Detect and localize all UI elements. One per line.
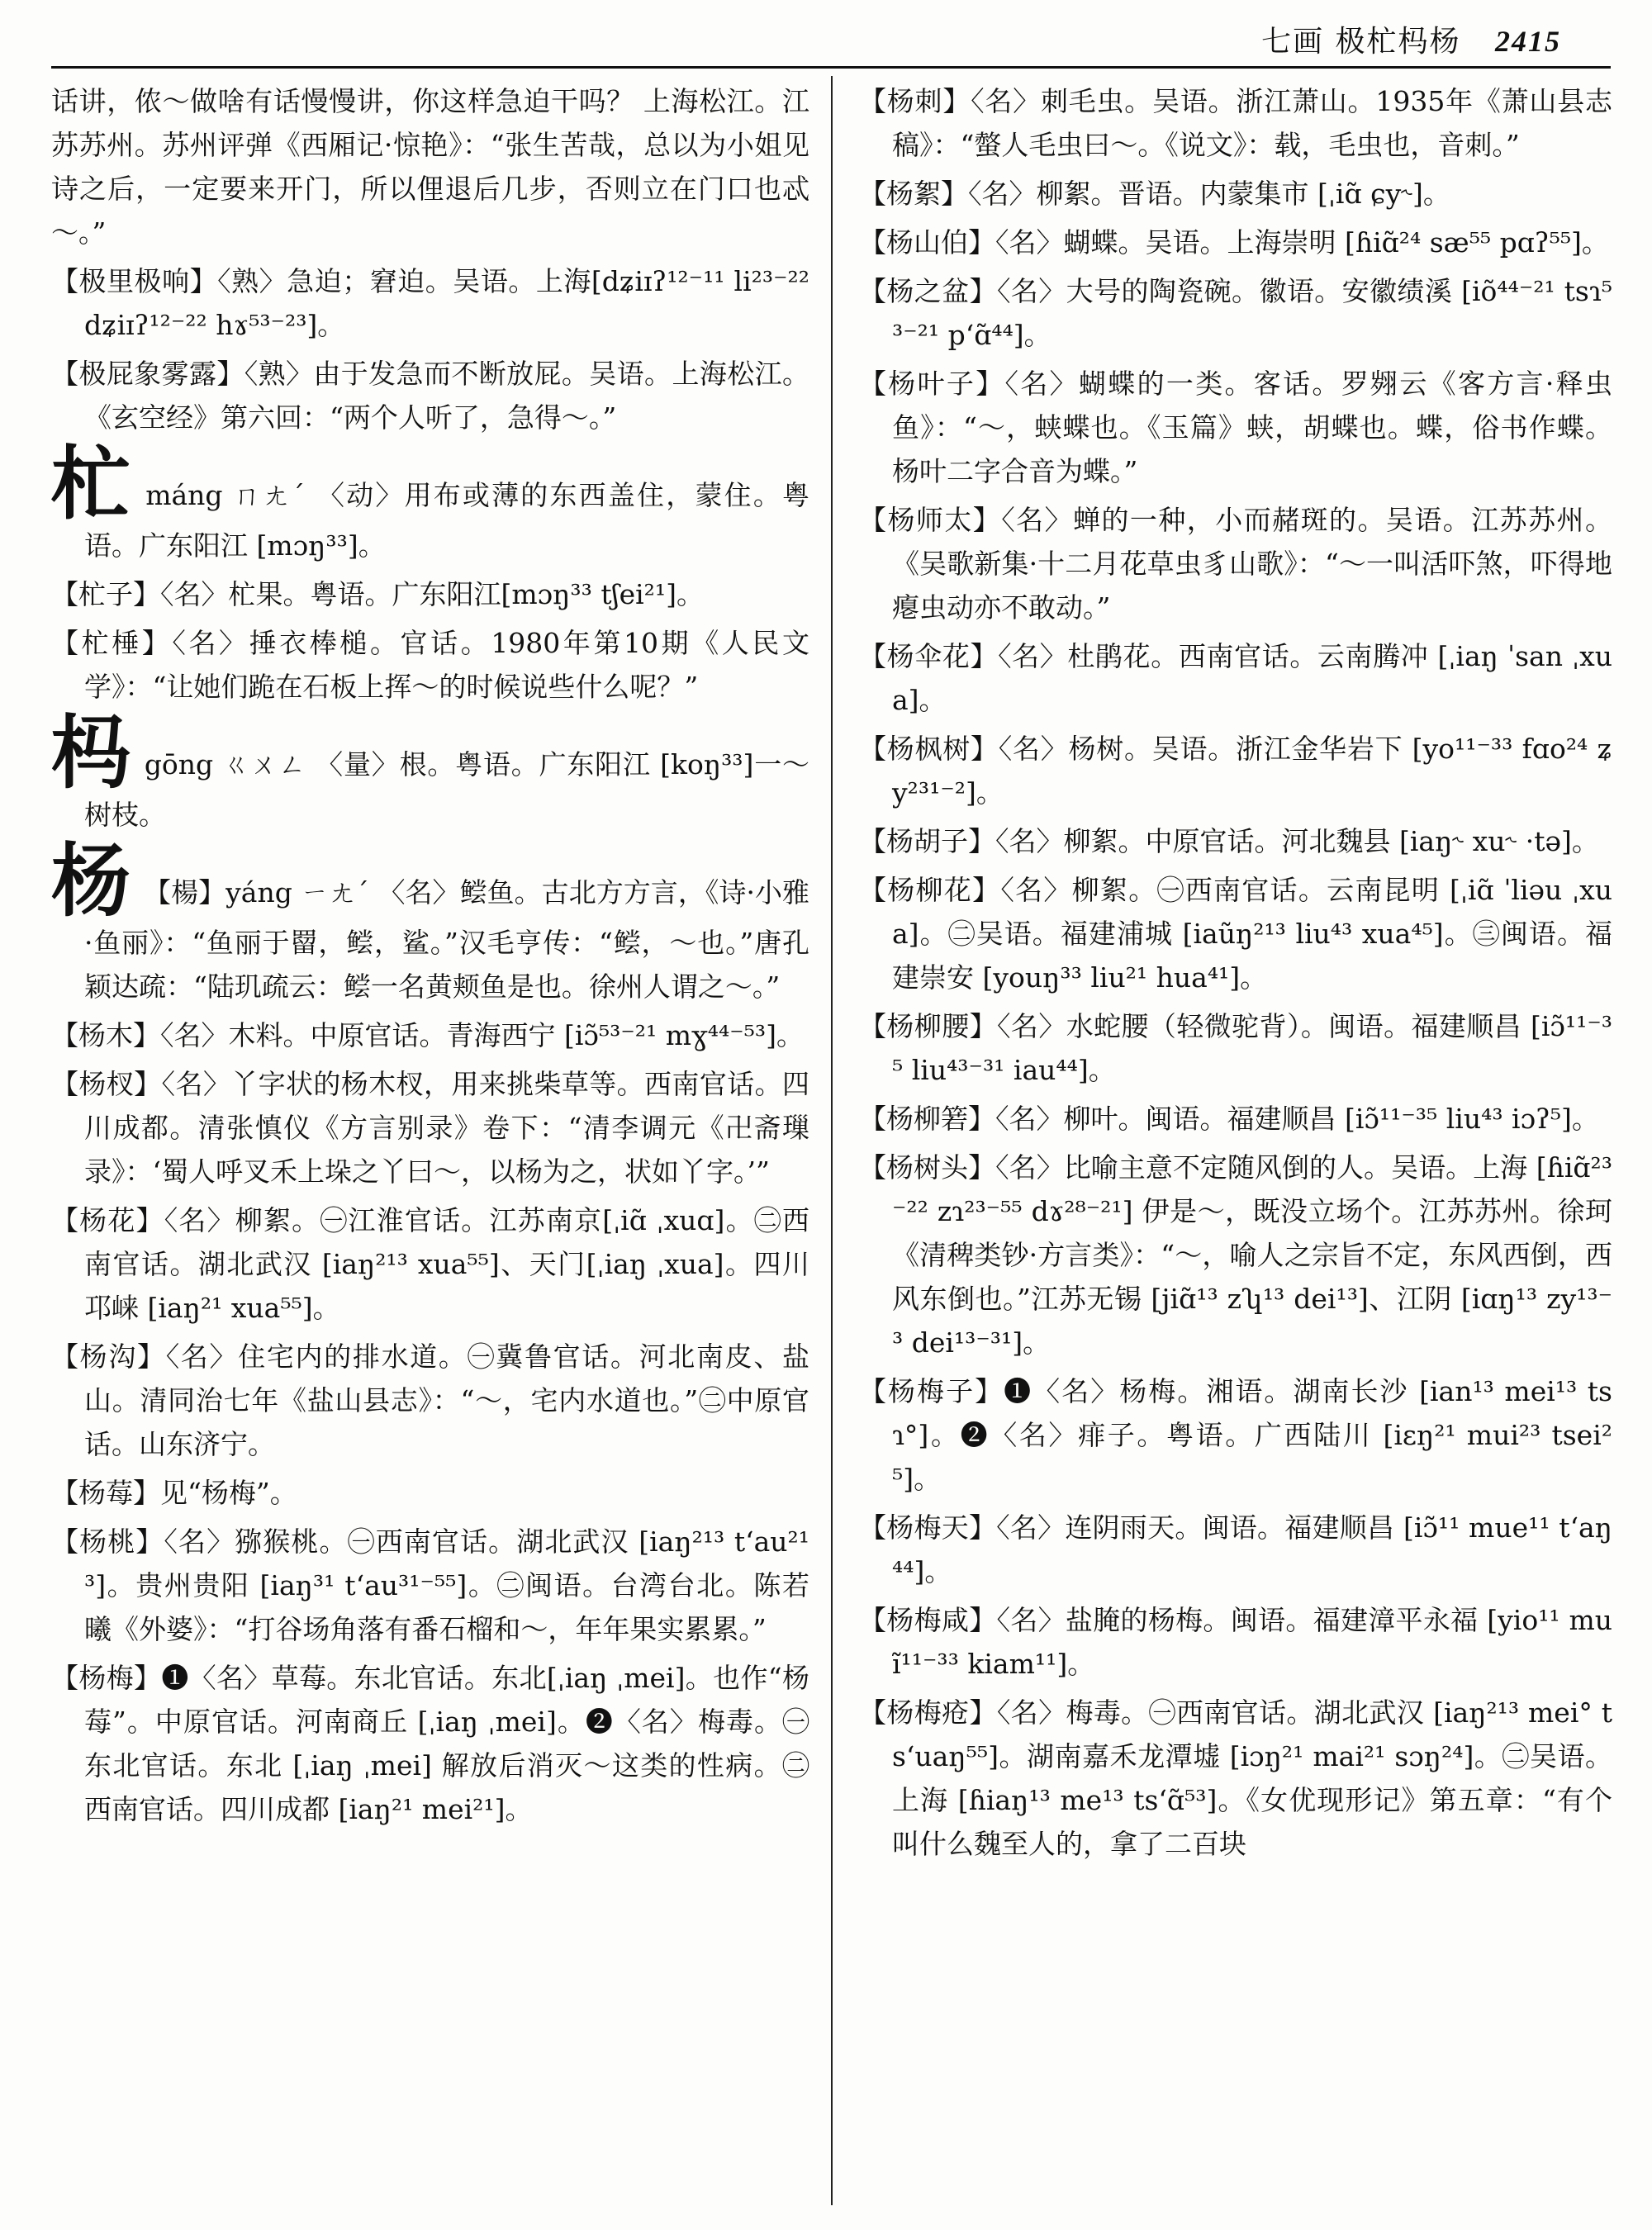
dictionary-entry xyxy=(859,868,1612,999)
dictionary-entry xyxy=(859,362,1612,493)
dictionary-entry xyxy=(859,1004,1612,1092)
dictionary-entry xyxy=(859,172,1612,216)
dictionary-entry xyxy=(859,1146,1612,1364)
entry-text: 【杧子】〈名〉杧果。粤语。广东阳江[mɔŋ³³ tʃei²¹]。 xyxy=(51,578,704,610)
entry-text: 【杨梅疮】〈名〉梅毒。㊀西南官话。湖北武汉 [iaŋ²¹³ mei° ts‘uaŋ⁵⁵]。湖南嘉禾龙潭墟 [iɔŋ²¹ mai²¹ sɔŋ²⁴]。㊁吴语。上海 [ɦiaŋ¹³ me¹³ ts‘ɑ̃⁵³]。《女优现形记》第五章：“有个叫什么魏至人的，拿了二百块 xyxy=(859,1696,1612,1860)
entry-text: 【杧棰】〈名〉捶衣棒槌。官话。1980年第10期《人民文学》：“让她们跪在石板上挥～的时候说些什么呢？” xyxy=(51,627,809,703)
dictionary-entry xyxy=(51,1062,809,1193)
dictionary-entry xyxy=(859,1097,1612,1141)
entry-text: 【杨沟】〈名〉住宅内的排水道。㊀冀鲁官话。河北南皮、盐山。清同治七年《盐山县志》：“～，宅内水道也。”㊁中原官话。山东济宁。 xyxy=(51,1340,809,1460)
dictionary-entry xyxy=(51,259,809,347)
entry-text: 话讲，侬～做啥有话慢慢讲，你这样急迫干吗？ 上海松江。江苏苏州。苏州评弹《西厢记·惊艳》：“张生苦哉，总以为小姐见诗之后，一定要来开门，所以俚退后几步，否则立在门口也忒～。” xyxy=(51,85,809,249)
dictionary-entry xyxy=(51,1013,809,1057)
dictionary-entry xyxy=(859,634,1612,722)
entry-text: 【杨柳花】〈名〉柳絮。㊀西南官话。云南昆明 [ˌiɑ̃ ˈliəu ˌxua]。㊁吴语。福建浦城 [iaũŋ²¹³ liu⁴³ xua⁴⁵]。㊂闽语。福建崇安 [youŋ³³ liu²¹ hua⁴¹]。 xyxy=(859,874,1612,994)
headword-character: 杩 xyxy=(51,706,131,799)
dictionary-entry xyxy=(859,498,1612,629)
entry-text: 【杨师太】〈名〉蝉的一种，小而赭斑的。吴语。江苏苏州。《吴歌新集·十二月花草虫豸山歌》：“～一叫活吓煞，吓得地瘪虫动亦不敢动。” xyxy=(859,504,1612,624)
entry-text: 【杨伞花】〈名〉杜鹃花。西南官话。云南腾冲 [ˌiaŋ ˈsan ˌxua]。 xyxy=(859,640,1612,716)
headword-character: 杨 xyxy=(51,834,131,928)
entry-text: 【杨木】〈名〉木料。中原官话。青海西宁 [iɔ̃⁵³⁻²¹ mɣ⁴⁴⁻⁵³]。 xyxy=(51,1019,804,1051)
entry-text: 【杨梅】❶〈名〉草莓。东北官话。东北[ˌiaŋ ˌmei]。也作“杨莓”。中原官话。河南商丘 [ˌiaŋ ˌmei]。❷〈名〉梅毒。㊀东北官话。东北 [ˌiaŋ ˌmei] 解放后消灭～这类的性病。㊁西南官话。四川成都 [iaŋ²¹ mei²¹]。 xyxy=(51,1662,809,1825)
dictionary-entry xyxy=(51,834,809,1008)
dictionary-entry xyxy=(51,1520,809,1651)
dictionary-entry xyxy=(51,1656,809,1831)
entry-text: 【杨桃】〈名〉猕猴桃。㊀西南官话。湖北武汉 [iaŋ²¹³ t‘au²¹³]。贵州贵阳 [iaŋ³¹ t‘au³¹⁻⁵⁵]。㊁闽语。台湾台北。陈若曦《外婆》：“打谷场角落有番石榴和～，年年果实累累。” xyxy=(51,1525,809,1645)
left-column xyxy=(51,79,809,2213)
entry-text: 【杨絮】〈名〉柳絮。晋语。内蒙集市 [ˌiɑ̃ ɕy˞]。 xyxy=(859,178,1450,210)
entry-text: 【杨叶子】〈名〉蝴蝶的一类。客话。罗翙云《客方言·释虫鱼》：“～，蛱蝶也。《玉篇》蛱，胡蝶也。蝶，俗书作蝶。杨叶二字合音为蝶。” xyxy=(859,368,1612,487)
entry-text: 【杨刺】〈名〉刺毛虫。吴语。浙江萧山。1935年《萧山县志稿》：“螫人毛虫曰～。《说文》：载，毛虫也，音刺。” xyxy=(859,85,1612,161)
entry-text: 【杨胡子】〈名〉柳絮。中原官话。河北魏县 [iaŋ˞ xu˞ ·tə]。 xyxy=(859,825,1599,857)
entry-text: gōng ㄍㄨㄥ 〈量〉根。粤语。广东阳江 [koŋ³³]一～树枝。 xyxy=(84,748,809,831)
entry-text: 【杨梅天】〈名〉连阴雨天。闽语。福建顺昌 [iɔ̃¹¹ mue¹¹ t‘aŋ⁴⁴]。 xyxy=(859,1511,1612,1587)
header-title: 七画 极杧杩杨 xyxy=(1261,25,1461,59)
dictionary-entry xyxy=(51,706,809,837)
dictionary-entry xyxy=(51,437,809,567)
dictionary-entry xyxy=(859,79,1612,167)
page-number: 2415 xyxy=(1495,25,1561,58)
dictionary-entry xyxy=(859,221,1612,264)
entry-text: 【杨花】〈名〉柳絮。㊀江淮官话。江苏南京[ˌiɑ̃ ˌxuɑ]。㊁西南官话。湖北武汉 [iaŋ²¹³ xua⁵⁵]、天门[ˌiaŋ ˌxua]。四川邛崃 [iaŋ²¹ xua⁵⁵]。 xyxy=(51,1204,809,1324)
dictionary-entry xyxy=(859,1369,1612,1501)
entry-text: 【极屁象雾露】〈熟〉由于发急而不断放屁。吴语。上海松江。《玄空经》第六回：“两个人听了，急得～。” xyxy=(51,358,809,434)
dictionary-entry xyxy=(859,1598,1612,1686)
dictionary-entry xyxy=(51,79,809,254)
dictionary-entry xyxy=(51,1335,809,1466)
entry-text: 【杨山伯】〈名〉蝴蝶。吴语。上海崇明 [ɦiɑ̃²⁴ sæ⁵⁵ pɑʔ⁵⁵]。 xyxy=(859,226,1609,259)
dictionary-entry xyxy=(51,1471,809,1515)
column-divider xyxy=(831,76,833,2205)
entry-text: 【楊】yáng ㄧㄤˊ 〈名〉鲿鱼。古北方方言，《诗·小雅·鱼丽》：“鱼丽于罶，鲿，鲨。”汉毛亨传：“鲿，～也。”唐孔颖达疏：“陆玑疏云：鲿一名黄颊鱼是也。徐州人谓之～。” xyxy=(84,876,809,1003)
entry-text: 【杨柳腰】〈名〉水蛇腰（轻微驼背）。闽语。福建顺昌 [iɔ̃¹¹⁻³⁵ liu⁴³⁻³¹ iau⁴⁴]。 xyxy=(859,1010,1612,1086)
dictionary-entry xyxy=(859,819,1612,863)
dictionary-entry xyxy=(859,1691,1612,1866)
running-header xyxy=(1261,18,1561,60)
dictionary-entry xyxy=(859,727,1612,814)
dictionary-entry xyxy=(51,1198,809,1330)
dictionary-entry xyxy=(859,1506,1612,1593)
entry-text: 【杨梅咸】〈名〉盐腌的杨梅。闽语。福建漳平永福 [yio¹¹ muĩ¹¹⁻³³ kiam¹¹]。 xyxy=(859,1604,1612,1680)
headword-character: 杧 xyxy=(51,437,133,530)
entry-text: 【杨树头】〈名〉比喻主意不定随风倒的人。吴语。上海 [ɦiɑ̃²³⁻²² zɿ²³⁻⁵⁵ dɤ²⁸⁻²¹] 伊是～，既没立场个。江苏苏州。徐珂《清稗类钞·方言类》：“～，喻人之宗旨不定，东风西倒，西风东倒也。”江苏无锡 [jiɑ̃¹³ zʮ¹³ dei¹³]、江阴 [iɑŋ¹³ zy¹³⁻³ dei¹³⁻³¹]。 xyxy=(859,1151,1612,1359)
dictionary-entry xyxy=(51,352,809,439)
right-column xyxy=(859,79,1612,2213)
entry-text: 【杨梅子】❶〈名〉杨梅。湘语。湖南长沙 [ian¹³ mei¹³ tsɿ°]。❷〈名〉痱子。粤语。广西陆川 [iɛŋ²¹ mui²³ tsei²⁵]。 xyxy=(859,1375,1612,1495)
header-rule xyxy=(51,66,1611,69)
entry-text: 【杨柳箬】〈名〉柳叶。闽语。福建顺昌 [iɔ̃¹¹⁻³⁵ liu⁴³ iɔʔ⁵]。 xyxy=(859,1103,1599,1135)
dictionary-entry xyxy=(859,269,1612,357)
entry-text: 【杨莓】见“杨梅”。 xyxy=(51,1477,297,1509)
entry-text: 【极里极响】〈熟〉急迫；窘迫。吴语。上海[dʑiɪʔ¹²⁻¹¹ li²³⁻²² dʑiɪʔ¹²⁻²² hɤ⁵³⁻²³]。 xyxy=(51,265,809,341)
entry-text: 【杨杈】〈名〉丫字状的杨木杈，用来挑柴草等。西南官话。四川成都。清张慎仪《方言别录》卷下：“清李调元《卍斋璅录》：‘蜀人呼叉禾上垛之丫曰～，以杨为之，状如丫字。’” xyxy=(51,1068,809,1188)
dictionary-entry xyxy=(51,572,809,616)
entry-text: 【杨之盆】〈名〉大号的陶瓷碗。徽语。安徽绩溪 [iõ⁴⁴⁻²¹ tsɿ⁵³⁻²¹ p‘ɑ̃⁴⁴]。 xyxy=(859,275,1612,351)
entry-text: 【杨枫树】〈名〉杨树。吴语。浙江金华岩下 [yo¹¹⁻³³ fɑo²⁴ ʑy²³¹⁻²]。 xyxy=(859,733,1612,809)
entry-text: máng ㄇㄤˊ 〈动〉用布或薄的东西盖住，蒙住。粤语。广东阳江 [mɔŋ³³]。 xyxy=(84,479,809,562)
dictionary-entry xyxy=(51,621,809,709)
